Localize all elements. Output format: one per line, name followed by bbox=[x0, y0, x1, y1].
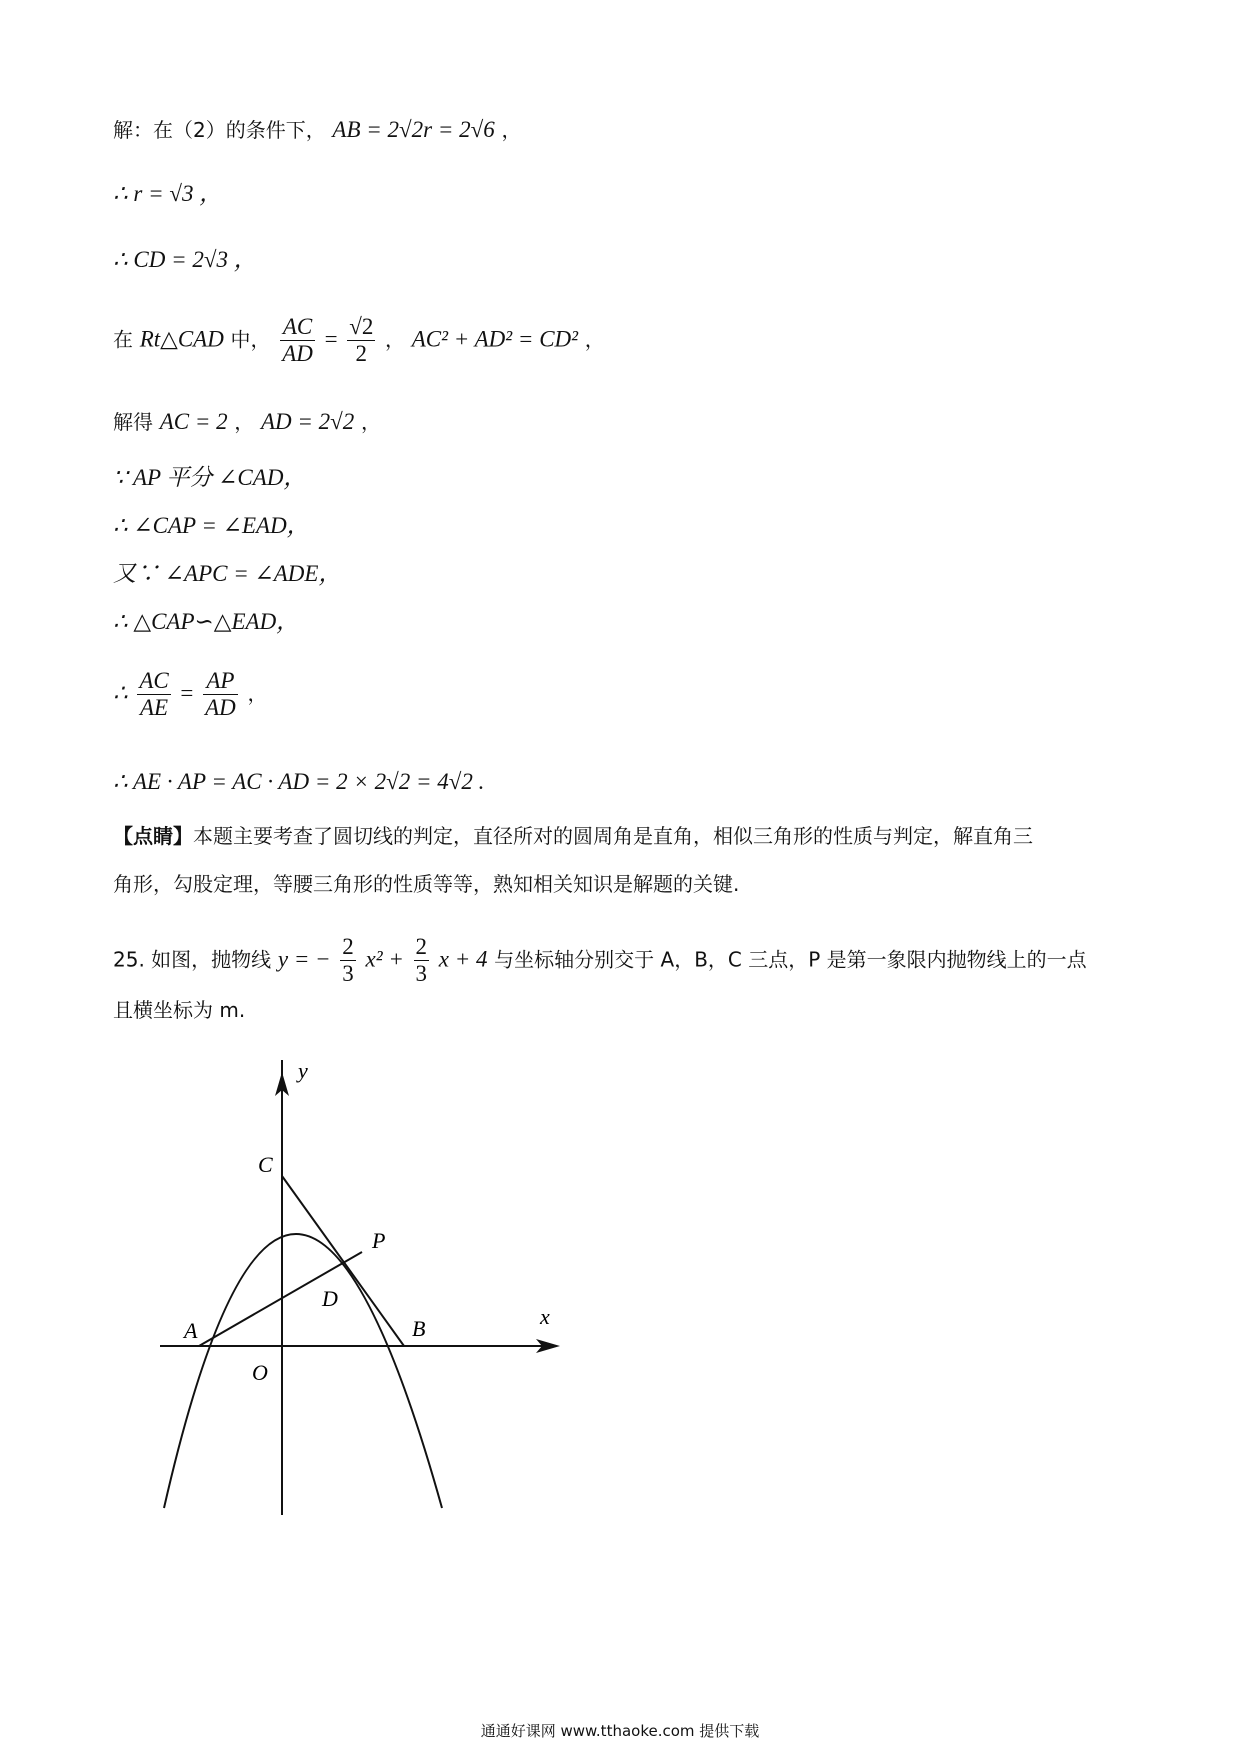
segment-cb bbox=[282, 1176, 404, 1346]
question-25-line-2: 且横坐标为 m. bbox=[113, 998, 246, 1022]
fraction-ac-ad bbox=[280, 314, 315, 368]
label-p: P bbox=[372, 1228, 386, 1253]
label-d: D bbox=[322, 1286, 338, 1311]
fraction-sqrt2-over-2 bbox=[347, 314, 375, 368]
solution-line-3: ∴ CD = 2√3 ， bbox=[113, 247, 257, 272]
label-b: B bbox=[412, 1316, 426, 1341]
label-o: O bbox=[252, 1360, 268, 1385]
line-1-end: ， bbox=[501, 118, 522, 142]
fraction-numerator: AC bbox=[137, 668, 170, 695]
solution-line-5: 解得 AC = 2 ， AD = 2√2 ， bbox=[113, 409, 381, 434]
fraction-denominator: 2 bbox=[355, 341, 368, 367]
therefore-symbol: ∴ bbox=[113, 680, 128, 706]
solution-line-4: 在 Rt△CAD 中， $\frac{AC}{AD}$ = $\frac{√2}{2}$ ， AC² + AD² = CD² ， bbox=[113, 314, 605, 367]
solution-line-11: ∴ AE · AP = AC · AD = 2 × 2√2 = 4√2 . bbox=[113, 769, 485, 794]
line-5-prefix: 解得 bbox=[113, 410, 153, 434]
label-c: C bbox=[258, 1152, 273, 1177]
fraction-denominator: AD bbox=[282, 341, 313, 367]
line-1-prefix: 解：在（2）的条件下， bbox=[113, 118, 326, 142]
fraction-numerator: √2 bbox=[347, 314, 375, 341]
line-4-prefix: 在 bbox=[113, 327, 133, 352]
fraction-2-over-3 bbox=[340, 934, 356, 988]
label-a: A bbox=[184, 1318, 198, 1343]
comment-line-1 bbox=[113, 826, 1033, 846]
question-25-intro: 25. 如图，抛物线 bbox=[113, 947, 272, 972]
fraction-numerator: AP bbox=[203, 668, 238, 695]
fraction-2-over-3 bbox=[414, 934, 430, 988]
question-25-text: 与坐标轴分别交于 A，B，C 三点，P 是第一象限内抛物线上的一点 bbox=[494, 947, 1087, 972]
question-25-line-1 bbox=[113, 934, 1087, 988]
solution-line-1 bbox=[113, 118, 521, 141]
line-5-math-2: AD = 2√2 bbox=[260, 409, 355, 434]
solution-line-8: 又∵ ∠APC = ∠ADE， bbox=[113, 561, 342, 586]
label-x: x bbox=[540, 1304, 550, 1329]
fraction-ac-ae bbox=[137, 668, 170, 722]
comment-line-2: 角形，勾股定理，等腰三角形的性质等等，熟知相关知识是解题的关键. bbox=[113, 872, 740, 896]
fraction-denominator: 3 bbox=[342, 961, 354, 987]
line-4-tail: AC² + AD² = CD² bbox=[411, 326, 579, 352]
comment-tag: 【点睛】 bbox=[113, 824, 193, 848]
fraction-numerator: AC bbox=[280, 314, 315, 341]
question-25-x4: x + 4 bbox=[438, 946, 488, 972]
comment-text-1: 本题主要考查了圆切线的判定，直径所对的圆周角是直角，相似三角形的性质与判定，解直角三 bbox=[193, 824, 1033, 848]
solution-line-2: ∴ r = √3 ， bbox=[113, 181, 223, 206]
line-5-math-1: AC = 2 bbox=[159, 409, 228, 434]
fraction-numerator: 2 bbox=[414, 934, 430, 961]
solution-line-7: ∴ ∠CAP = ∠EAD， bbox=[113, 513, 310, 538]
solution-line-9: ∴ △CAP∽△EAD， bbox=[113, 609, 300, 634]
fraction-ap-ad bbox=[203, 668, 238, 722]
fraction-denominator: 3 bbox=[415, 961, 428, 987]
fraction-numerator: 2 bbox=[340, 934, 356, 961]
page-footer: 通通好课网 www.tthaoke.com 提供下载 bbox=[480, 1722, 760, 1740]
line-4-rt: Rt△CAD bbox=[139, 326, 224, 352]
parabola-figure bbox=[150, 1060, 570, 1520]
solution-line-10: ∴ $\frac{AC}{AE}$ = $\frac{AP}{AD}$ ， bbox=[113, 668, 268, 721]
fraction-denominator: AD bbox=[205, 695, 236, 721]
line-1-math: AB = 2√2r = 2√6 bbox=[332, 117, 495, 142]
question-25-y: y = − bbox=[277, 946, 331, 972]
parabola-curve bbox=[164, 1234, 442, 1508]
line-4-mid: 中， bbox=[230, 327, 271, 352]
label-y: y bbox=[298, 1060, 308, 1083]
question-25-x2: x² + bbox=[365, 946, 404, 972]
solution-line-6: ∵ AP 平分 ∠CAD， bbox=[113, 465, 307, 490]
fraction-denominator: AE bbox=[139, 695, 169, 721]
